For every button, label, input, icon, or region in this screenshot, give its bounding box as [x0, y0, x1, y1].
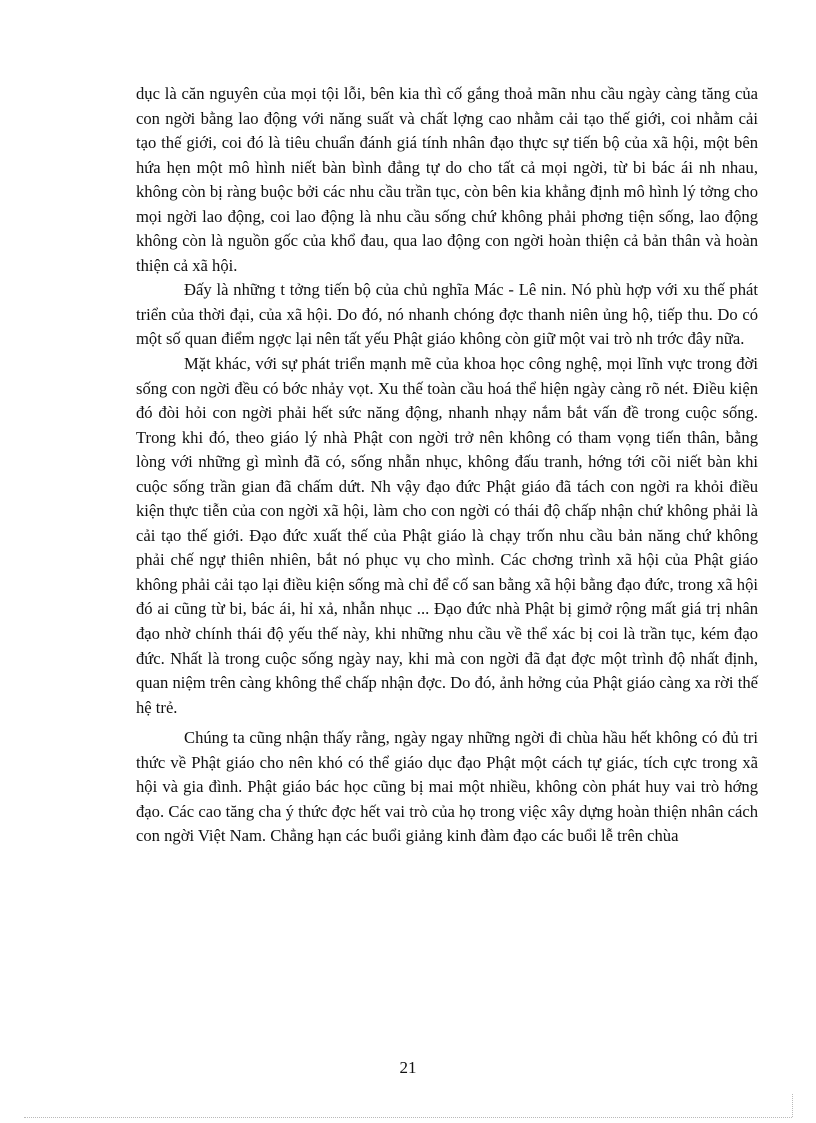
page-number: 21	[399, 1058, 417, 1077]
page-corner-dotted	[792, 1094, 793, 1117]
paragraph-4: Chúng ta cũng nhận thấy rằng, ngày ngay những ngời đi chùa hầu hết không có đủ tri thức về Phật giáo cho nên khó có thể giáo dục đạo Phật một cách tự giác, tích cực trong xã hội và gia đình. Phật giáo bác học cũng bị mai một nhiều, không còn phát huy vai trò hớng đạo. Các cao tăng cha ý thức đợc hết vai trò của họ trong việc xây dựng hoàn thiện nhân cách con ngời Việt Nam. Chẳng hạn các buổi giảng kinh đàm đạo các buổi lễ trên chùa	[136, 728, 758, 846]
paragraph-1: dục là căn nguyên của mọi tội lỗi, bên kia thì cố gắng thoả mãn nhu cầu ngày càng tăng của con ngời bằng lao động với năng suất và chất lợng cao nhằm cải tạo thế giới, coi nhằm cải tạo thế giới, coi đó là tiêu chuẩn đánh giá tính nhân đạo thực sự tiến bộ của xã hội, một bên hứa hẹn một mô hình niết bàn bình đẳng tự do cho tất cả mọi ngời, từ bi bác ái nh nhau, không còn bị ràng buộc bởi các nhu cầu trần tục, còn bên kia khẳng định mô hình lý tởng cho mọi ngời lao động, coi lao động là nhu cầu sống chứ không phải phơng tiện sống, lao động không còn là nguồn gốc của khổ đau, qua lao động con ngời hoàn thiện cả bản thân và hoàn thiện cả xã hội.	[136, 84, 758, 275]
paragraph-2: Đấy là những t tởng tiến bộ của chủ nghĩa Mác - Lê nin. Nó phù hợp với xu thế phát triển của thời đại, của xã hội. Do đó, nó nhanh chóng đợc thanh niên ủng hộ, tiếp thu. Do có một số quan điểm ngợc lại nên tất yếu Phật giáo không còn giữ một vai trò nh trớc đây nữa.	[136, 280, 758, 349]
body-text	[136, 82, 758, 849]
page-border-dotted	[24, 1117, 792, 1118]
paragraph-3: Mặt khác, với sự phát triển mạnh mẽ của khoa học công nghệ, mọi lĩnh vực trong đời sống con ngời đều có bớc nhảy vọt. Xu thế toàn cầu hoá thể hiện ngày càng rõ nét. Điều kiện đó đòi hỏi con ngời phải hết sức năng động, nhanh nhạy nắm bắt vấn đề trong cuộc sống. Trong khi đó, theo giáo lý nhà Phật con ngời trở nên không có tham vọng tiến thân, bằng lòng với những gì mình đã có, sống nhẫn nhục, không đấu tranh, hớng tới cõi niết bàn khi cuộc sống trần gian đã chấm dứt. Nh vậy đạo đức Phật giáo đã tách con ngời ra khỏi điều kiện thực tiễn của con ngời xã hội, làm cho con ngời có thái độ chấp nhận chứ không phải là cải tạo thế giới. Đạo đức xuất thế của Phật giáo là chạy trốn nhu cầu bản năng chứ không phải chế ngự thiên nhiên, bắt nó phục vụ cho mình. Các chơng trình xã hội của Phật giáo không phải cải tạo lại điều kiện sống mà chỉ để cố san bằng xã hội bằng đạo đức, trong xã hội đó ai cũng từ bi, bác ái, hỉ xả, nhẫn nhục ... Đạo đức nhà Phật bị gimở rộng mất giá trị nhân đạo nhờ chính thái độ yếu thế này, khi những nhu cầu về thể xác bị coi là trần tục, kém đạo đức. Nhất là trong cuộc sống ngày nay, khi mà con ngời đã đạt đợc một trình độ nhất định, quan niệm trên càng không thể chấp nhận đợc. Do đó, ảnh hởng của Phật giáo càng xa rời thế hệ trẻ.	[136, 354, 758, 717]
